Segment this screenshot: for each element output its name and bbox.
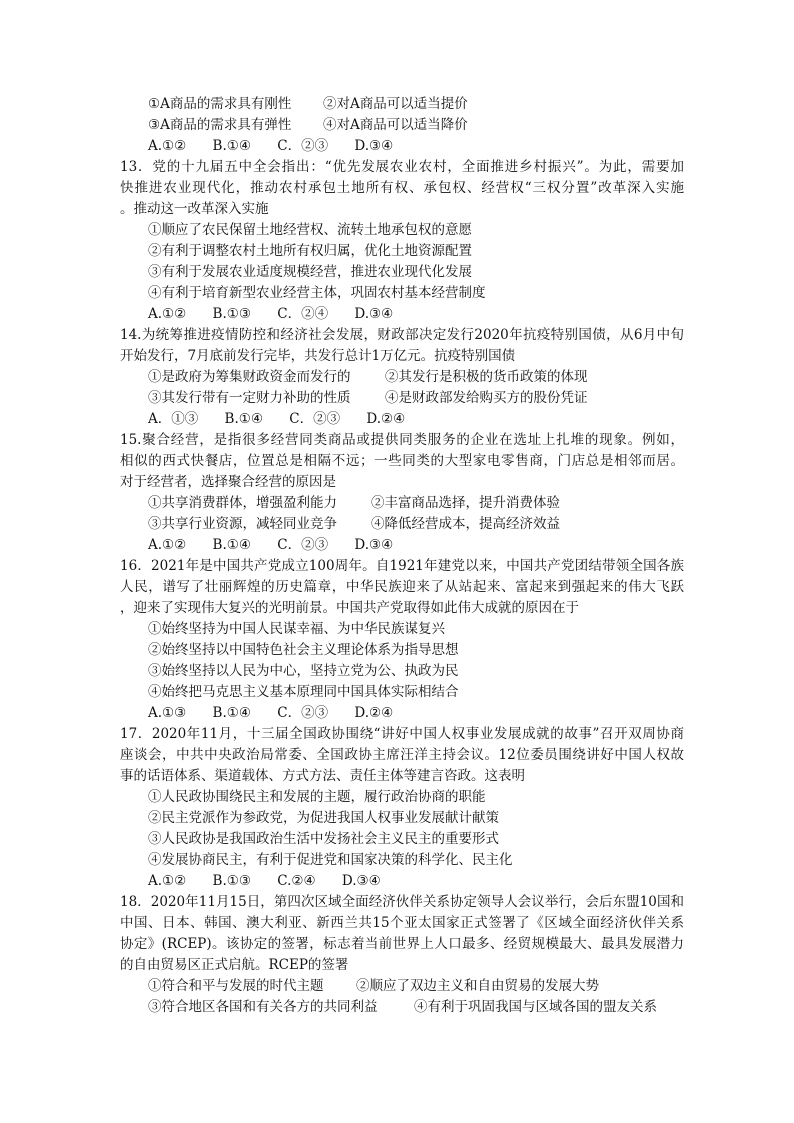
q17-answer-d: D.③④ (341, 873, 381, 889)
q14-answer-d: D.②④ (366, 411, 406, 427)
q12-answers (120, 136, 684, 157)
q16-option-2: ②始终坚持以中国特色社会主义理论体系为指导思想 (148, 642, 459, 658)
q14-answer-c: C．②③ (289, 411, 341, 427)
q16-option-4: ④始终把马克思主义基本原理同中国具体实际相结合 (148, 684, 459, 700)
q15-option-1: ①共享消费群体，增强盈利能力 (148, 495, 337, 511)
q18-option-4: ④有利于巩固我国与区域各国的盟友关系 (414, 999, 657, 1015)
q16-answer-d: D.②④ (354, 705, 394, 721)
q17-stem-line: 17．2020年11月，十三届全国政协围绕“讲好中国人权事业发展成就的故事”召开双周协商 (120, 726, 684, 742)
q13-option-2: ②有利于调整农村土地所有权归属，优化土地资源配置 (148, 243, 472, 259)
q14-option-2: ②其发行是积极的货币政策的体现 (385, 369, 588, 385)
q13-answer-a: A.①② (148, 306, 187, 322)
q13-answer-d: D.③④ (354, 306, 394, 322)
q17-option-2: ②民主党派作为参政党，为促进我国人权事业发展献计献策 (148, 810, 499, 826)
q15-option-2: ②丰富商品选择，提升消费体验 (371, 495, 560, 511)
q16-stem-line: 人民，谱写了壮丽辉煌的历史篇章，中华民族迎来了从站起来、富起来到强起来的伟大飞跃 (120, 579, 684, 595)
q13-option-3: ③有利于发展农业适度规模经营，推进农业现代化发展 (148, 264, 472, 280)
q14-option-3: ③其发行带有一定财力补助的性质 (148, 390, 351, 406)
q15-answers (120, 535, 684, 556)
q17-answer-c: C.②④ (277, 873, 316, 889)
q16-answer-a: A.①③ (148, 705, 187, 721)
q17-option-4: ④发展协商民主，有利于促进党和国家决策的科学化、民主化 (148, 852, 513, 868)
q13-stem-line: 快推进农业现代化，推动农村承包土地所有权、承包权、经营权“三权分置”改革深入实施 (120, 180, 684, 196)
q13-answers (120, 304, 684, 325)
q14-option-1: ①是政府为筹集财政资金而发行的 (148, 369, 351, 385)
q18-option-3: ③符合地区各国和有关各方的共同利益 (148, 999, 378, 1015)
q15-stem-line: 15.聚合经营，是指很多经营同类商品或提供同类服务的企业在选址上扎堆的现象。例如， (120, 432, 684, 448)
q18-stem-line: 协定》(RCEP)。该协定的签署，标志着当前世界上人口最多、经贸规模最大、最具发展潜力 (120, 936, 684, 952)
q13-option-1: ①顺应了农民保留土地经营权、流转土地承包权的意愿 (148, 222, 472, 238)
q16-answer-b: B.①④ (212, 705, 251, 721)
q15-option-4: ④降低经营成本，提高经济效益 (371, 516, 560, 532)
q12-answer-a: A.①② (148, 138, 187, 154)
q12-answer-c: C．②③ (277, 138, 329, 154)
q18-option-1: ①符合和平与发展的时代主题 (148, 978, 324, 994)
q18-options-row2 (120, 997, 684, 1018)
q15-stem-line: 对于经营者，选择聚合经营的原因是 (120, 474, 336, 490)
q14-answers (120, 409, 684, 430)
q15-option-3: ③共享行业资源，减轻同业竞争 (148, 516, 337, 532)
q14-answer-b: B.①④ (224, 411, 263, 427)
q18-stem-line: 18．2020年11月15日，第四次区域全面经济伙伴关系协定领导人会议举行，会后东盟10国和 (120, 894, 684, 910)
q17-answer-a: A.①② (148, 873, 187, 889)
q13-stem-line: 13．党的十九届五中全会指出：“优先发展农业农村，全面推进乡村振兴”。为此，需要加 (120, 159, 684, 175)
q17-option-3: ③人民政协是我国政治生活中发扬社会主义民主的重要形式 (148, 831, 499, 847)
q12-options-row1 (120, 94, 684, 115)
q13-option-4: ④有利于培育新型农业经营主体，巩固农村基本经营制度 (148, 285, 486, 301)
q15-options-row2 (120, 514, 684, 535)
q12-options-row2 (120, 115, 684, 136)
q12-option-4: ④对A商品可以适当降价 (323, 117, 468, 133)
q12-option-1: ①A商品的需求具有刚性 (148, 96, 292, 112)
q17-stem-line: 座谈会，中共中央政治局常委、全国政协主席汪洋主持会议。12位委员围绕讲好中国人权故 (120, 747, 684, 763)
q18-stem-line: 中国、日本、韩国、澳大利亚、新西兰共15个亚太国家正式签署了《区域全面经济伙伴关系 (120, 915, 684, 931)
q16-answers (120, 703, 684, 724)
q12-option-2: ②对A商品可以适当提价 (323, 96, 468, 112)
q17-answer-b: B.①③ (212, 873, 251, 889)
q16-option-3: ③始终坚持以人民为中心，坚持立党为公、执政为民 (148, 663, 459, 679)
q16-stem-line: 16．2021年是中国共产党成立100周年。自1921年建党以来，中国共产党团结带领全国各族 (120, 558, 684, 574)
q18-stem-line: 的自由贸易区正式启航。RCEP的签署 (120, 957, 349, 973)
q14-options-row2 (120, 388, 684, 409)
q14-stem-line: 14.为统筹推进疫情防控和经济社会发展，财政部决定发行2020年抗疫特别国债，从6月中旬 (120, 327, 684, 343)
q17-stem-line: 事的话语体系、渠道载体、方式方法、责任主体等建言咨政。这表明 (120, 768, 525, 784)
q18-option-2: ②顺应了双边主义和自由贸易的发展大势 (356, 978, 599, 994)
q15-answer-d: D.③④ (354, 537, 394, 553)
q16-stem-line: ，迎来了实现伟大复兴的光明前景。中国共产党取得如此伟大成就的原因在于 (120, 600, 579, 616)
q15-stem-line: 相似的西式快餐店，位置总是相隔不远；一些同类的大型家电零售商，门店总是相邻而居。 (120, 453, 684, 469)
q17-answers (120, 871, 684, 892)
q14-option-4: ④是财政部发给购买方的股份凭证 (385, 390, 588, 406)
q18-options-row1 (120, 976, 684, 997)
q15-answer-b: B.①④ (212, 537, 251, 553)
q12-answer-d: D.③④ (354, 138, 394, 154)
q12-option-3: ③A商品的需求具有弹性 (148, 117, 292, 133)
q13-answer-b: B.①③ (212, 306, 251, 322)
q13-answer-c: C．②④ (277, 306, 329, 322)
q14-options-row1 (120, 367, 684, 388)
q15-answer-c: C．②③ (277, 537, 329, 553)
q12-answer-b: B.①④ (212, 138, 251, 154)
q16-option-1: ①始终坚持为中国人民谋幸福、为中华民族谋复兴 (148, 621, 445, 637)
q14-answer-a: A．①③ (148, 411, 199, 427)
q15-answer-a: A.①② (148, 537, 187, 553)
q13-stem-line: 。推动这一改革深入实施 (120, 201, 269, 217)
q15-options-row1 (120, 493, 684, 514)
q16-answer-c: C．②③ (277, 705, 329, 721)
q14-stem-line: 开始发行，7月底前发行完毕，共发行总计1万亿元。抗疫特别国债 (120, 348, 516, 364)
q17-option-1: ①人民政协围绕民主和发展的主题，履行政治协商的职能 (148, 789, 486, 805)
